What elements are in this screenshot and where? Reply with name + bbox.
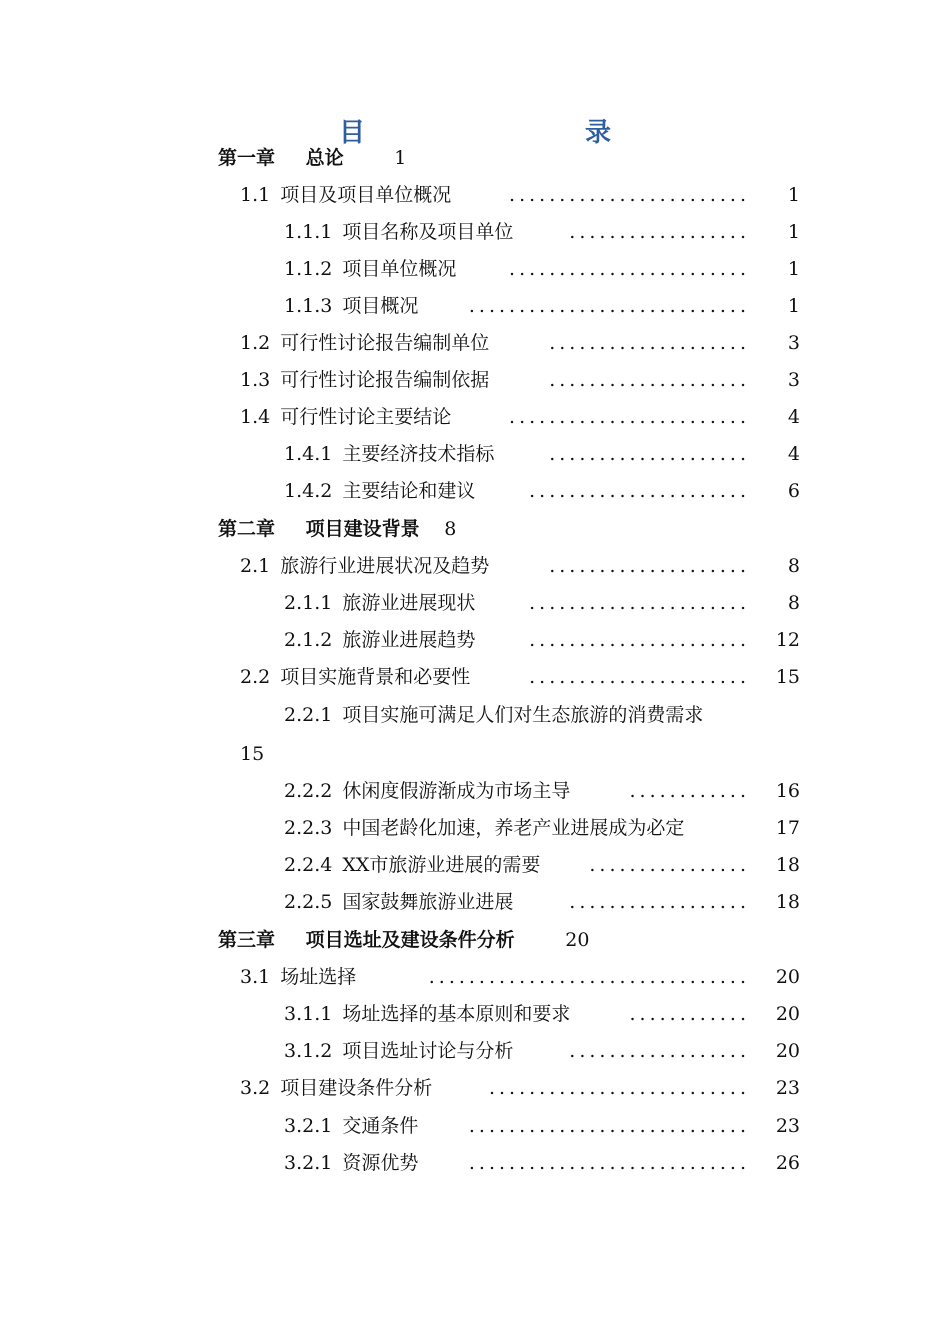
entry-title: 中国老龄化加速，养老产业进展成为必定 — [342, 817, 685, 839]
entry-number: 2.2.3 — [284, 817, 333, 839]
entry-number: 1.1.3 — [284, 295, 333, 317]
entry-page: 23 — [775, 1115, 800, 1137]
entry-page: 6 — [787, 480, 800, 502]
toc-entry[interactable] — [284, 810, 800, 847]
entry-leader: ...................... — [529, 592, 750, 614]
entry-page: 3 — [787, 332, 800, 354]
entry-page: 1 — [787, 221, 800, 243]
entry-page: 3 — [787, 369, 800, 391]
entry-leader: ........................ — [509, 258, 750, 280]
entry-title: 旅游行业进展状况及趋势 — [280, 555, 490, 577]
entry-number: 3.2 — [240, 1077, 271, 1099]
toc-entry[interactable] — [284, 622, 800, 659]
toc-entry[interactable] — [284, 585, 800, 622]
entry-title: 项目概况 — [342, 295, 419, 317]
entry-leader: ................................ — [428, 966, 750, 988]
toc-entry[interactable] — [284, 884, 800, 921]
chapter-number: 第一章 — [218, 147, 276, 169]
entry-page: 16 — [775, 780, 800, 802]
toc-entry[interactable] — [284, 251, 800, 288]
entry-title: 项目名称及项目单位 — [342, 221, 514, 243]
chapter-title: 项目选址及建设条件分析 — [305, 929, 515, 951]
entry-leader: ............................ — [468, 1115, 750, 1137]
entry-leader: ............................ — [468, 295, 750, 317]
toc-entry-continuation — [240, 736, 264, 773]
entry-number: 1.1.2 — [284, 258, 333, 280]
entry-title: 项目及项目单位概况 — [280, 184, 452, 206]
chapter-number: 第二章 — [218, 518, 276, 540]
toc-entry[interactable] — [284, 288, 800, 325]
entry-leader: .................... — [549, 332, 750, 354]
entry-number: 1.4 — [240, 406, 271, 428]
entry-title: XX市旅游业进展的需要 — [342, 854, 541, 876]
entry-number: 2.1.1 — [284, 592, 333, 614]
entry-title: 交通条件 — [342, 1115, 419, 1137]
toc-entry[interactable] — [240, 177, 800, 214]
entry-title: 项目选址讨论与分析 — [342, 1040, 514, 1062]
entry-leader: ...................... — [529, 666, 750, 688]
entry-number: 1.1.1 — [284, 221, 333, 243]
entry-leader: ............ — [629, 1003, 750, 1025]
entry-page: 15 — [775, 666, 800, 688]
entry-number: 1.3 — [240, 369, 271, 391]
entry-leader: ...................... — [529, 480, 750, 502]
entry-number: 2.2.1 — [284, 704, 333, 726]
entry-number: 2.1.2 — [284, 629, 333, 651]
entry-page: 1 — [787, 258, 800, 280]
entry-title: 旅游业进展趋势 — [342, 629, 476, 651]
toc-entry[interactable] — [284, 1108, 800, 1145]
toc-entry[interactable] — [284, 1033, 800, 1070]
entry-title: 旅游业进展现状 — [342, 592, 476, 614]
entry-title: 项目单位概况 — [342, 258, 457, 280]
entry-title: 资源优势 — [342, 1152, 419, 1174]
toc-entry[interactable] — [240, 548, 800, 585]
entry-page: 20 — [775, 1040, 800, 1062]
entry-number: 3.2.1 — [284, 1152, 333, 1174]
toc-entry[interactable] — [284, 697, 800, 734]
entry-page: 18 — [775, 891, 800, 913]
entry-title: 主要经济技术指标 — [342, 443, 495, 465]
toc-entry[interactable] — [240, 325, 800, 362]
entry-title: 场址选择 — [280, 966, 357, 988]
entry-title: 场址选择的基本原则和要求 — [342, 1003, 571, 1025]
entry-leader: .................... — [549, 555, 750, 577]
entry-page: 23 — [775, 1077, 800, 1099]
chapter-heading[interactable] — [218, 140, 406, 177]
entry-number: 3.1.2 — [284, 1040, 333, 1062]
entry-title: 国家鼓舞旅游业进展 — [342, 891, 514, 913]
toc-entry[interactable] — [240, 959, 800, 996]
toc-entry[interactable] — [240, 362, 800, 399]
entry-title: 项目实施可满足人们对生态旅游的消费需求 — [342, 704, 704, 726]
entry-leader: ...................... — [529, 629, 750, 651]
entry-title: 可行性讨论报告编制依据 — [280, 369, 490, 391]
entry-number: 2.2.4 — [284, 854, 333, 876]
toc-entry[interactable] — [284, 436, 800, 473]
entry-page: 20 — [775, 966, 800, 988]
entry-number: 3.1 — [240, 966, 271, 988]
entry-title: 可行性讨论主要结论 — [280, 406, 452, 428]
entry-page: 20 — [775, 1003, 800, 1025]
entry-number: 3.2.1 — [284, 1115, 333, 1137]
toc-entry[interactable] — [284, 996, 800, 1033]
chapter-number: 第三章 — [218, 929, 276, 951]
entry-number: 1.4.2 — [284, 480, 333, 502]
toc-title: 目 录 — [338, 118, 667, 148]
toc-entry[interactable] — [240, 659, 800, 696]
entry-leader: .................. — [569, 221, 750, 243]
entry-leader: .................. — [569, 891, 750, 913]
entry-leader: ............................ — [468, 1152, 750, 1174]
entry-title: 项目建设条件分析 — [280, 1077, 433, 1099]
entry-title: 休闲度假游渐成为市场主导 — [342, 780, 571, 802]
toc-entry[interactable] — [284, 773, 800, 810]
entry-number: 1.1 — [240, 184, 271, 206]
entry-page: 4 — [787, 406, 800, 428]
toc-entry[interactable] — [240, 399, 800, 436]
entry-page: 15 — [240, 743, 265, 765]
entry-number: 3.1.1 — [284, 1003, 333, 1025]
entry-page: 12 — [775, 629, 800, 651]
entry-title: 项目实施背景和必要性 — [280, 666, 471, 688]
entry-leader: ........................ — [509, 184, 750, 206]
entry-page: 18 — [775, 854, 800, 876]
entry-page: 1 — [787, 184, 800, 206]
chapter-page: 20 — [565, 929, 590, 951]
entry-page: 8 — [787, 592, 800, 614]
entry-leader: .................. — [569, 1040, 750, 1062]
entry-leader: .................... — [549, 443, 750, 465]
toc-entry[interactable] — [284, 473, 800, 510]
entry-number: 2.2.5 — [284, 891, 333, 913]
entry-title: 可行性讨论报告编制单位 — [280, 332, 490, 354]
entry-leader: ............ — [629, 780, 750, 802]
chapter-title: 总论 — [305, 147, 344, 169]
entry-number: 2.1 — [240, 555, 271, 577]
entry-page: 8 — [787, 555, 800, 577]
entry-number: 1.2 — [240, 332, 271, 354]
chapter-page: 1 — [394, 147, 407, 169]
chapter-title: 项目建设背景 — [305, 518, 420, 540]
entry-page: 4 — [787, 443, 800, 465]
entry-leader: ................ — [589, 854, 750, 876]
entry-leader: .................... — [549, 369, 750, 391]
chapter-page: 8 — [444, 518, 457, 540]
entry-number: 2.2.2 — [284, 780, 333, 802]
entry-leader: .......................... — [488, 1077, 750, 1099]
entry-page: 26 — [775, 1152, 800, 1174]
entry-leader: ........................ — [509, 406, 750, 428]
toc-entry[interactable] — [284, 847, 800, 884]
entry-number: 2.2 — [240, 666, 271, 688]
entry-title: 主要结论和建议 — [342, 480, 476, 502]
toc-entry[interactable] — [284, 1145, 800, 1182]
chapter-heading[interactable] — [218, 511, 456, 548]
toc-entry[interactable] — [240, 1070, 800, 1107]
entry-number: 1.4.1 — [284, 443, 333, 465]
toc-entry[interactable] — [284, 214, 800, 251]
chapter-heading[interactable] — [218, 922, 589, 959]
entry-page: 1 — [787, 295, 800, 317]
entry-page: 17 — [775, 817, 800, 839]
